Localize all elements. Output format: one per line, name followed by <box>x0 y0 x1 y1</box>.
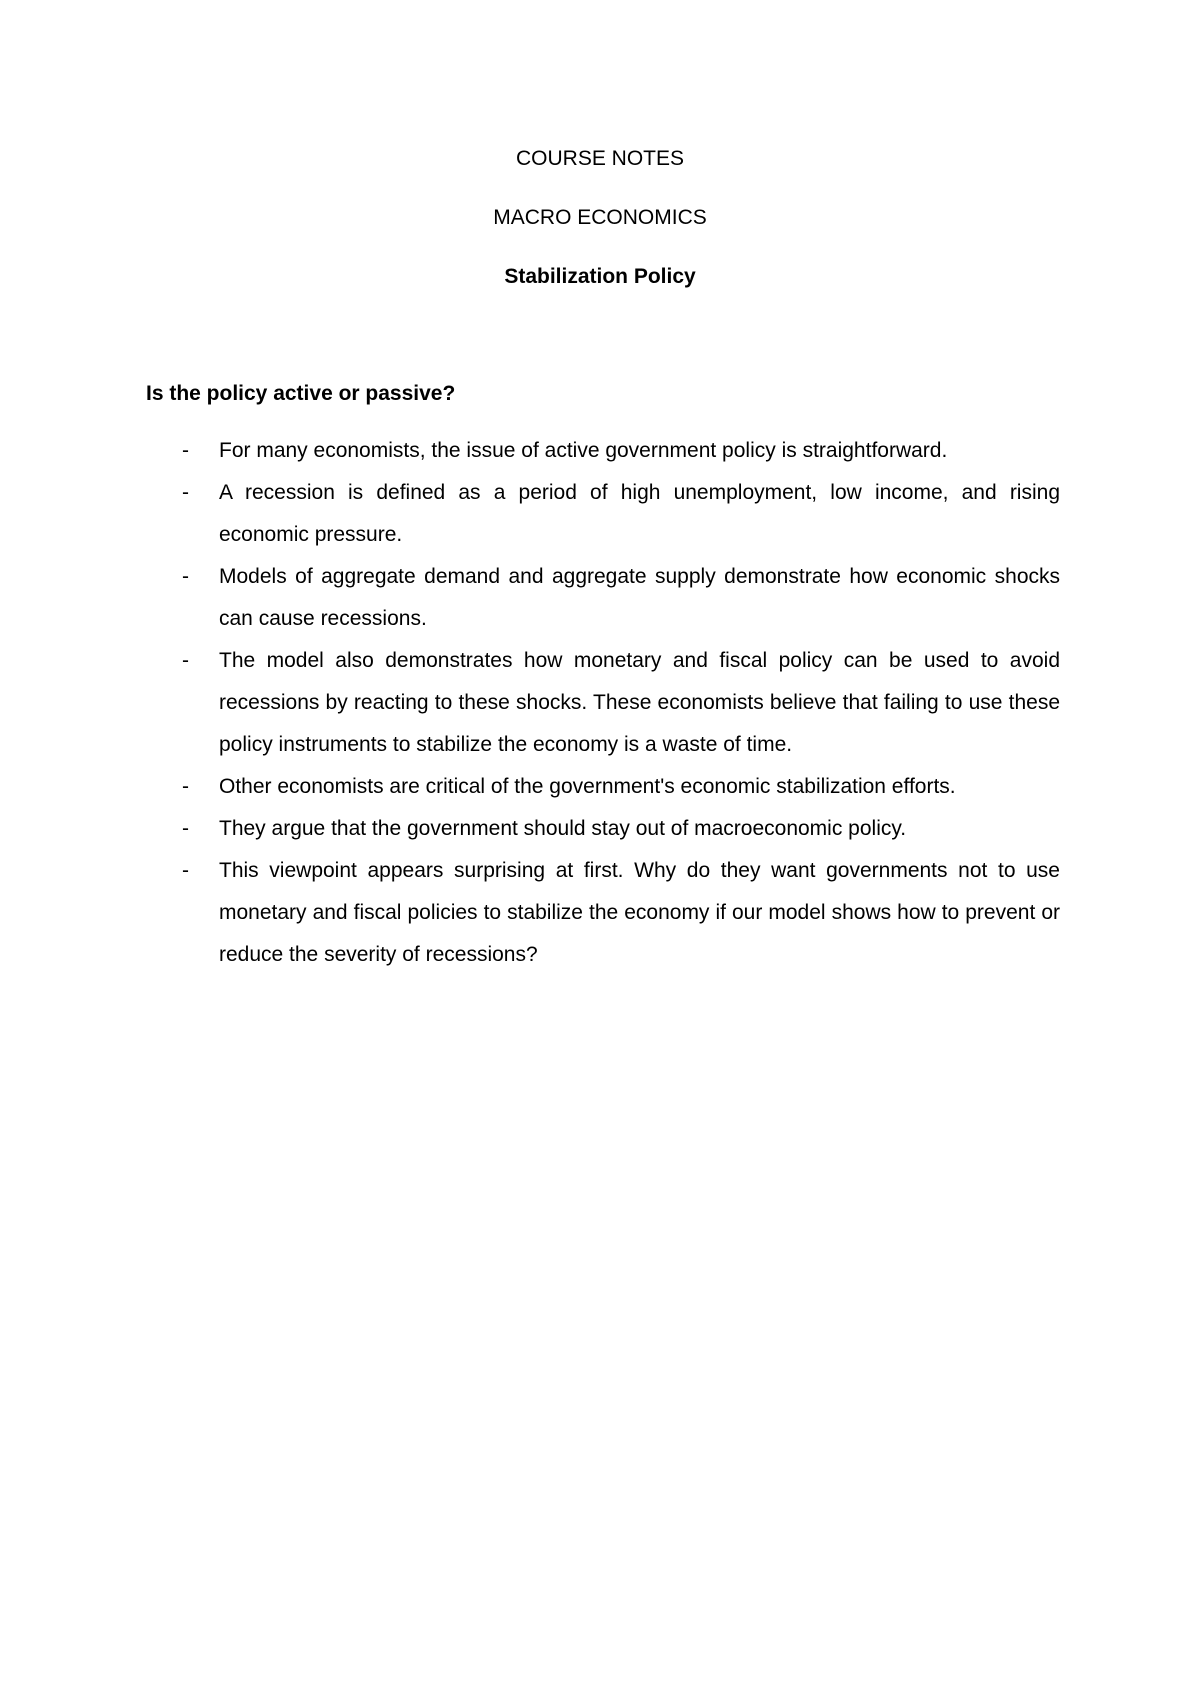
bullet-dash: - <box>182 817 189 840</box>
bullet-item-1 <box>146 430 1060 472</box>
subject-title: MACRO ECONOMICS <box>493 206 707 229</box>
bullet-text: Other economists are critical of the government's economic stabilization efforts. <box>219 775 956 798</box>
bullet-dash: - <box>182 565 189 588</box>
bullet-dash: - <box>182 859 189 882</box>
bullet-text: This viewpoint appears surprising at first. Why do they want governments not to use monetary and fiscal policies to stabilize the economy if our model shows how to prevent or reduce the severity of recessions? <box>219 859 1060 966</box>
bullet-dash: - <box>182 481 189 504</box>
bullet-text: A recession is defined as a period of high unemployment, low income, and rising economic pressure. <box>219 481 1060 546</box>
bullet-item-6 <box>146 808 1060 850</box>
bullet-text: For many economists, the issue of active government policy is straightforward. <box>219 439 948 462</box>
bullet-text: The model also demonstrates how monetary and fiscal policy can be used to avoid recessions by reacting to these shocks. These economists believe that failing to use these policy instruments to stabilize the economy is a waste of time. <box>219 649 1060 756</box>
bullet-text: They argue that the government should stay out of macroeconomic policy. <box>219 817 907 840</box>
bullet-item-2 <box>146 472 1060 556</box>
bullet-dash: - <box>182 439 189 462</box>
title-block <box>0 145 1200 322</box>
bullet-item-3 <box>146 556 1060 640</box>
bullet-item-5 <box>146 766 1060 808</box>
bullet-item-4 <box>146 640 1060 766</box>
bullet-text: Models of aggregate demand and aggregate supply demonstrate how economic shocks can cause recessions. <box>219 565 1060 630</box>
bullet-list <box>146 430 1060 976</box>
bullet-item-7 <box>146 850 1060 976</box>
topic-title: Stabilization Policy <box>504 265 696 288</box>
bullet-dash: - <box>182 649 189 672</box>
section-heading: Is the policy active or passive? <box>146 382 456 405</box>
course-notes-title: COURSE NOTES <box>515 147 685 170</box>
bullet-dash: - <box>182 775 189 798</box>
